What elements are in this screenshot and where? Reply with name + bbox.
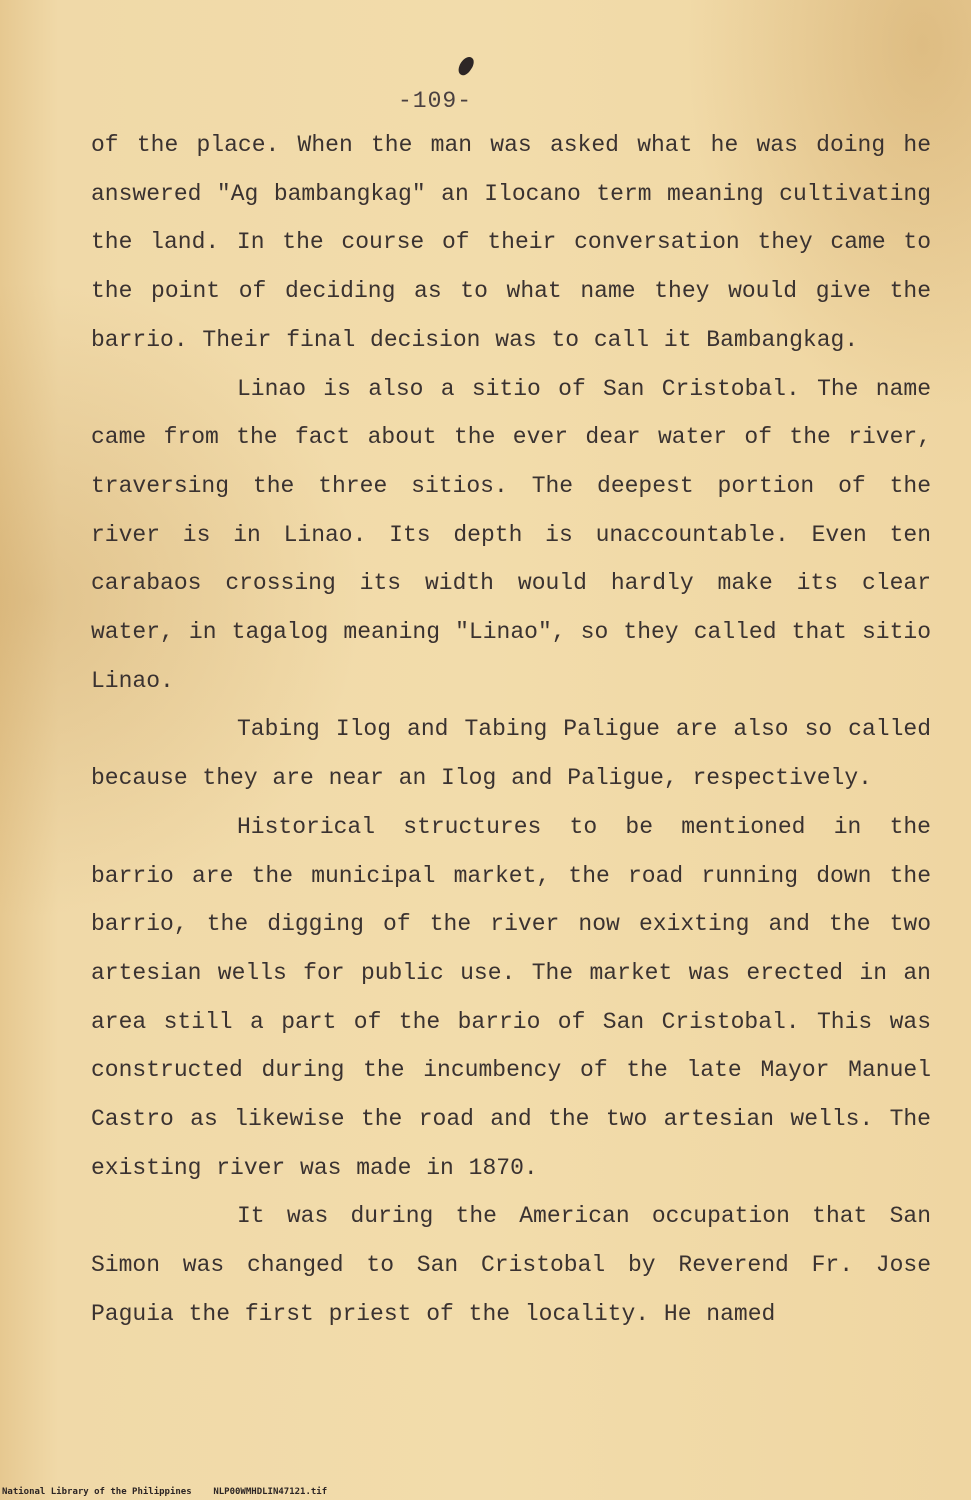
- paragraph-historical-structures: Historical structures to be mentioned in the barrio are the municipal market, the road running down the barrio, the digging of the river now exixting and the two artesian wells for public use. The market was erected in an area still a part of the barrio of San Cristobal. This was constructed during the incumbency of the late Mayor Manuel Castro as likewise the road and the two artesian wells. The existing river was made in 1870.: [91, 813, 931, 1181]
- page-number: -109-: [398, 88, 473, 114]
- footer-source: National Library of the Philippines: [2, 1487, 192, 1497]
- paragraph-continuation: of the place. When the man was asked what he was doing he answered "Ag bambangkag" an Ilocano term meaning cultivating the land. In the course of their conversation they came to the point of deciding as to what name they would give the barrio. Their final decision was to call it Bambangkag.: [91, 132, 931, 353]
- ink-mark: [455, 54, 476, 77]
- scan-footer: [2, 1487, 327, 1497]
- paragraph-linao: Linao is also a sitio of San Cristobal. The name came from the fact about the ever dear water of the river, traversing the three sitios. The deepest portion of the river is in Linao. Its depth is unaccountable. Even ten carabaos crossing its width would hardly make its clear water, in tagalog meaning "Linao", so they called that sitio Linao.: [91, 375, 931, 694]
- footer-file-id: NLP00WMHDLIN47121.tif: [213, 1487, 328, 1497]
- paragraph-tabing-ilog: Tabing Ilog and Tabing Paligue are also so called because they are near an Ilog and Paligue, respectively.: [91, 716, 931, 792]
- document-body: [91, 121, 931, 1339]
- paragraph-american-occupation: It was during the American occupation that San Simon was changed to San Cristobal by Reverend Fr. Jose Paguia the first priest of the locality. He named: [91, 1203, 931, 1327]
